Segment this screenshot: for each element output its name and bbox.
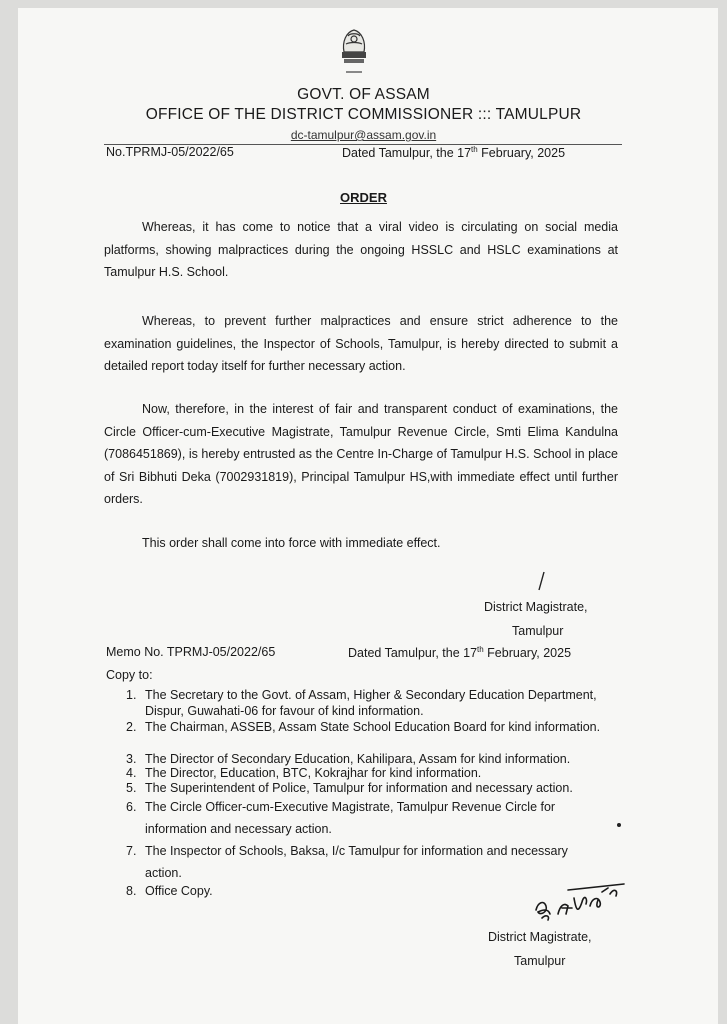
paragraph-1: Whereas, it has come to notice that a viral video is circulating on social media platforms, showing malpractices during the ongoing HSSLC and HSLC examinations at Tamulpur H.S. School. <box>104 220 618 279</box>
handwritten-signature <box>528 880 628 930</box>
final-signatory-place: Tamulpur <box>514 954 566 968</box>
copy-list-item: 7. The Inspector of Schools, Baksa, I/c Tamulpur for information and necessary action. <box>126 844 568 880</box>
copy-list-item: 8. Office Copy. <box>126 884 213 898</box>
signature-stroke <box>536 570 546 592</box>
office-email[interactable]: dc-tamulpur@assam.gov.in <box>290 128 437 142</box>
copy-to-label: Copy to: <box>106 668 153 682</box>
paragraph-3: Now, therefore, in the interest of fair and transparent conduct of examinations, the Circle Officer-cum-Executive Magistrate, Tamulpur Revenue Circle, Smti Elima Kandulna (7086451869), is hereby entrusted as the Centre In-Charge of Tamulpur H.S. School in place of Sri Bibhuti Deka (7002931819), Principal Tamulpur HS,with immediate effect until further orders. <box>104 402 618 506</box>
memo-number: Memo No. TPRMJ-05/2022/65 <box>106 645 276 659</box>
ink-dot <box>617 823 621 827</box>
copy-list-item: 3. The Director of Secondary Education, Kahilipara, Assam for kind information. <box>126 752 571 766</box>
copy-list-item: 2. The Chairman, ASSEB, Assam State School Education Board for kind information. <box>126 720 601 734</box>
paragraph-4: This order shall come into force with immediate effect. <box>142 536 441 550</box>
copy-list-item: 4. The Director, Education, BTC, Kokrajhar for kind information. <box>126 766 482 780</box>
copy-list-item: 6. The Circle Officer-cum-Executive Magistrate, Tamulpur Revenue Circle for information and necessary action. <box>126 800 556 836</box>
order-date: Dated Tamulpur, the 17th February, 2025 <box>342 145 566 161</box>
paragraph-2: Whereas, to prevent further malpractices and ensure strict adherence to the examination guidelines, the Inspector of Schools, Tamulpur, is hereby directed to submit a detailed report today itself for further necessary action. <box>104 314 618 373</box>
govt-heading: GOVT. OF ASSAM <box>297 86 430 103</box>
copy-list-item: 1. The Secretary to the Govt. of Assam, Higher & Secondary Education Department, Dispur, Guwahati-06 for favour of kind information. <box>126 688 597 718</box>
office-heading: OFFICE OF THE DISTRICT COMMISSIONER ::: TAMULPUR <box>145 106 582 123</box>
final-signatory-designation: District Magistrate, <box>488 930 592 944</box>
signatory-place: Tamulpur <box>512 624 564 638</box>
reference-number: No.TPRMJ-05/2022/65 <box>106 145 234 159</box>
memo-date: Dated Tamulpur, the 17th February, 2025 <box>348 645 572 661</box>
signatory-designation: District Magistrate, <box>484 600 588 614</box>
national-emblem-icon <box>332 22 376 78</box>
order-title: ORDER <box>340 190 387 205</box>
copy-list-item: 5. The Superintendent of Police, Tamulpur for information and necessary action. <box>126 781 573 795</box>
